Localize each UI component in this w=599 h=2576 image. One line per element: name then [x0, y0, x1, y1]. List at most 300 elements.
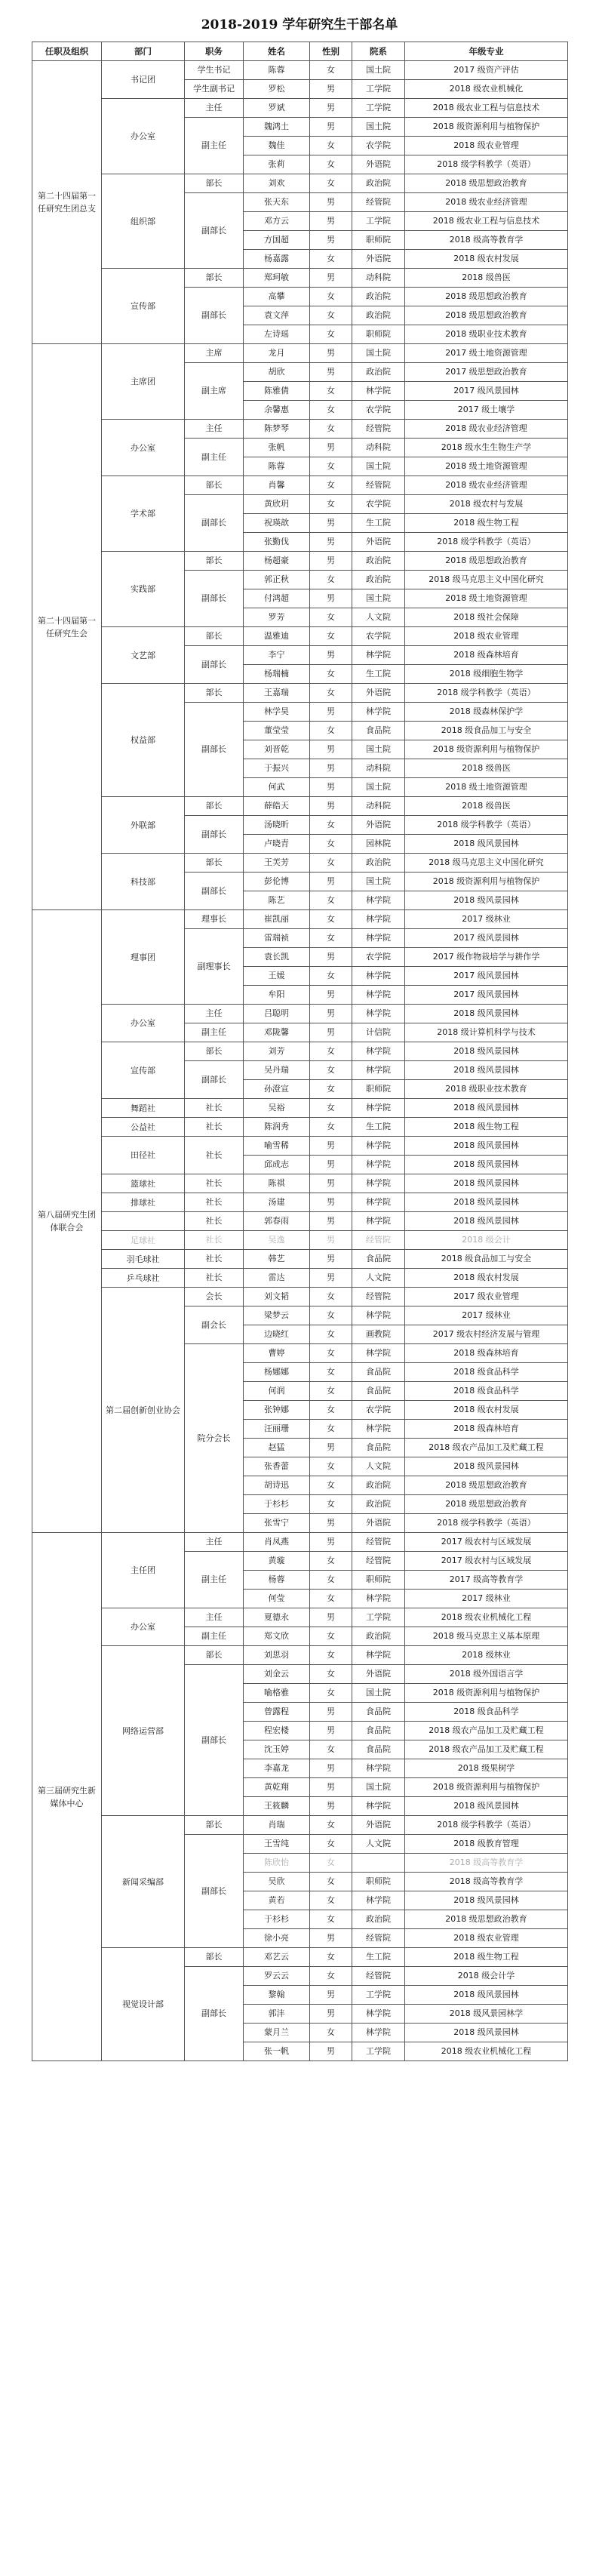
- gender-cell: 女: [310, 1552, 352, 1571]
- role-cell: 副主任: [185, 1552, 244, 1608]
- major-cell: 2018 级土地资源管理: [405, 457, 568, 476]
- major-cell: 2018 级马克思主义中国化研究: [405, 571, 568, 589]
- name-cell: 张钟娜: [244, 1401, 310, 1420]
- name-cell: 王嘉瑞: [244, 684, 310, 703]
- term-cell: 第二十四届第一任研究生团总支: [32, 61, 102, 344]
- major-cell: 2017 级林业: [405, 1306, 568, 1325]
- name-cell: 余馨惠: [244, 401, 310, 420]
- college-cell: 经管院: [352, 1288, 405, 1306]
- major-cell: 2018 级学科教学（英语）: [405, 816, 568, 835]
- college-cell: 工学院: [352, 2042, 405, 2061]
- table-row: [32, 1269, 568, 1288]
- college-cell: 国土院: [352, 344, 405, 363]
- table-row: [32, 854, 568, 873]
- major-cell: 2018 级风景园林: [405, 1891, 568, 1910]
- role-cell: 社长: [185, 1174, 244, 1193]
- college-cell: 国土院: [352, 1778, 405, 1797]
- table-row: [32, 269, 568, 288]
- major-cell: 2017 级高等教育学: [405, 1571, 568, 1590]
- major-cell: 2018 级思想政治教育: [405, 552, 568, 571]
- department-cell: 外联部: [102, 797, 185, 854]
- gender-cell: 男: [310, 2005, 352, 2024]
- gender-cell: 女: [310, 1363, 352, 1382]
- major-cell: 2018 级资源利用与植物保护: [405, 1684, 568, 1703]
- department-cell: 文艺部: [102, 627, 185, 684]
- gender-cell: 男: [310, 1797, 352, 1816]
- name-cell: 吴欣: [244, 1873, 310, 1891]
- college-cell: 林学院: [352, 1891, 405, 1910]
- major-cell: 2018 级农业管理: [405, 137, 568, 155]
- name-cell: 袁长凯: [244, 948, 310, 967]
- name-cell: 黄璇: [244, 1552, 310, 1571]
- name-cell: 郑文欣: [244, 1627, 310, 1646]
- gender-cell: 女: [310, 1684, 352, 1703]
- gender-cell: 女: [310, 1816, 352, 1835]
- name-cell: 邱成志: [244, 1156, 310, 1174]
- name-cell: 赵猛: [244, 1439, 310, 1457]
- table-row: [32, 1608, 568, 1627]
- gender-cell: 女: [310, 722, 352, 740]
- major-cell: 2018 级农业经济管理: [405, 193, 568, 212]
- major-cell: 2018 级农产品加工及贮藏工程: [405, 1722, 568, 1740]
- name-cell: 韩艺: [244, 1250, 310, 1269]
- table-row: [32, 1288, 568, 1306]
- department-cell: 乒乓球社: [102, 1269, 185, 1288]
- role-cell: 副部长: [185, 703, 244, 797]
- role-cell: 部长: [185, 627, 244, 646]
- gender-cell: 女: [310, 1099, 352, 1118]
- name-cell: 魏佳: [244, 137, 310, 155]
- major-cell: 2017 级农业管理: [405, 1288, 568, 1306]
- name-cell: 汤建: [244, 1193, 310, 1212]
- major-cell: 2018 级风景园林: [405, 1986, 568, 2005]
- name-cell: 喻雪稀: [244, 1137, 310, 1156]
- name-cell: 于杉杉: [244, 1910, 310, 1929]
- gender-cell: 男: [310, 514, 352, 533]
- college-cell: 农学院: [352, 1401, 405, 1420]
- name-cell: 刘文韬: [244, 1288, 310, 1306]
- name-cell: 王媛: [244, 967, 310, 986]
- gender-cell: 女: [310, 627, 352, 646]
- college-cell: 政治院: [352, 1910, 405, 1929]
- major-cell: 2018 级果树学: [405, 1759, 568, 1778]
- major-cell: 2017 级作物栽培学与耕作学: [405, 948, 568, 967]
- college-cell: 国土院: [352, 589, 405, 608]
- college-cell: 人文院: [352, 1835, 405, 1854]
- role-cell: 副部长: [185, 1665, 244, 1816]
- college-cell: 林学院: [352, 2005, 405, 2024]
- gender-cell: 女: [310, 1571, 352, 1590]
- college-cell: 职师院: [352, 325, 405, 344]
- name-cell: 方国超: [244, 231, 310, 250]
- gender-cell: 男: [310, 1986, 352, 2005]
- name-cell: 郑珂敏: [244, 269, 310, 288]
- major-cell: 2018 级高等教育学: [405, 1873, 568, 1891]
- gender-cell: 女: [310, 967, 352, 986]
- college-cell: 林学院: [352, 1590, 405, 1608]
- department-cell: 排球社: [102, 1193, 185, 1212]
- major-cell: 2018 级风景园林: [405, 1797, 568, 1816]
- gender-cell: 女: [310, 1306, 352, 1325]
- name-cell: 雷瑞祯: [244, 929, 310, 948]
- major-cell: 2018 级农产品加工及贮藏工程: [405, 1439, 568, 1457]
- college-cell: 林学院: [352, 986, 405, 1005]
- gender-cell: 女: [310, 2024, 352, 2042]
- gender-cell: 女: [310, 1457, 352, 1476]
- college-cell: 政治院: [352, 174, 405, 193]
- role-cell: 社长: [185, 1118, 244, 1137]
- college-cell: 政治院: [352, 288, 405, 306]
- department-cell: 办公室: [102, 420, 185, 476]
- college-cell: 政治院: [352, 571, 405, 589]
- name-cell: 袁文萍: [244, 306, 310, 325]
- name-cell: 于杉杉: [244, 1495, 310, 1514]
- gender-cell: 男: [310, 797, 352, 816]
- name-cell: 吴丹瑞: [244, 1061, 310, 1080]
- name-cell: 陈蓉: [244, 61, 310, 80]
- major-cell: 2018 级计算机科学与技术: [405, 1023, 568, 1042]
- role-cell: 副主任: [185, 1627, 244, 1646]
- college-cell: 工学院: [352, 1608, 405, 1627]
- role-cell: 理事长: [185, 910, 244, 929]
- college-cell: 林学院: [352, 703, 405, 722]
- college-cell: 人文院: [352, 1269, 405, 1288]
- college-cell: 经管院: [352, 476, 405, 495]
- gender-cell: 女: [310, 1948, 352, 1967]
- table-row: [32, 1137, 568, 1156]
- college-cell: 国土院: [352, 457, 405, 476]
- name-cell: 刘欢: [244, 174, 310, 193]
- name-cell: 汪丽珊: [244, 1420, 310, 1439]
- name-cell: 邓方云: [244, 212, 310, 231]
- name-cell: 曹婷: [244, 1344, 310, 1363]
- major-cell: 2018 级生物工程: [405, 514, 568, 533]
- name-cell: 郭正秋: [244, 571, 310, 589]
- gender-cell: 女: [310, 1665, 352, 1684]
- major-cell: 2017 级林业: [405, 1590, 568, 1608]
- department-cell: 办公室: [102, 99, 185, 174]
- major-cell: 2017 级土壤学: [405, 401, 568, 420]
- table-row: [32, 174, 568, 193]
- college-cell: 工学院: [352, 1986, 405, 2005]
- column-header-department: 部门: [102, 42, 185, 61]
- gender-cell: 男: [310, 1193, 352, 1212]
- major-cell: 2018 级外国语言学: [405, 1665, 568, 1684]
- name-cell: 张一帆: [244, 2042, 310, 2061]
- role-cell: 社长: [185, 1212, 244, 1231]
- role-cell: 社长: [185, 1269, 244, 1288]
- role-cell: 学生书记: [185, 61, 244, 80]
- gender-cell: 女: [310, 1288, 352, 1306]
- major-cell: 2018 级食品加工与安全: [405, 1250, 568, 1269]
- role-cell: 部长: [185, 797, 244, 816]
- gender-cell: 女: [310, 665, 352, 684]
- name-cell: 薛皓天: [244, 797, 310, 816]
- gender-cell: 女: [310, 495, 352, 514]
- major-cell: 2018 级兽医: [405, 759, 568, 778]
- role-cell: 社长: [185, 1099, 244, 1118]
- college-cell: 食品院: [352, 1722, 405, 1740]
- name-cell: 何武: [244, 778, 310, 797]
- table-row: [32, 476, 568, 495]
- major-cell: 2018 级学科教学（英语）: [405, 684, 568, 703]
- term-cell: 第八届研究生团体联合会: [32, 910, 102, 1533]
- college-cell: 林学院: [352, 1759, 405, 1778]
- gender-cell: 女: [310, 1740, 352, 1759]
- gender-cell: 男: [310, 1533, 352, 1552]
- table-row: [32, 1646, 568, 1665]
- college-cell: 林学院: [352, 1099, 405, 1118]
- gender-cell: 男: [310, 759, 352, 778]
- college-cell: 林学院: [352, 646, 405, 665]
- college-cell: 食品院: [352, 1363, 405, 1382]
- college-cell: 职师院: [352, 1571, 405, 1590]
- major-cell: 2018 级学科教学（英语）: [405, 533, 568, 552]
- gender-cell: 男: [310, 1722, 352, 1740]
- column-header-role: 职务: [185, 42, 244, 61]
- college-cell: 外语院: [352, 1816, 405, 1835]
- major-cell: 2018 级教育管理: [405, 1835, 568, 1854]
- role-cell: 部长: [185, 684, 244, 703]
- name-cell: 陈雅倩: [244, 382, 310, 401]
- gender-cell: 女: [310, 137, 352, 155]
- college-cell: 政治院: [352, 1627, 405, 1646]
- name-cell: 沈玉婷: [244, 1740, 310, 1759]
- major-cell: 2018 级风景园林: [405, 1212, 568, 1231]
- major-cell: 2018 级高等教育学: [405, 1854, 568, 1873]
- major-cell: 2018 级风景园林: [405, 1099, 568, 1118]
- major-cell: 2017 级风景园林: [405, 382, 568, 401]
- major-cell: 2017 级风景园林: [405, 986, 568, 1005]
- college-cell: 林学院: [352, 2024, 405, 2042]
- name-cell: 刘芳: [244, 1042, 310, 1061]
- college-cell: 人文院: [352, 1457, 405, 1476]
- college-cell: 外语院: [352, 155, 405, 174]
- table-row: [32, 1816, 568, 1835]
- name-cell: 陈润秀: [244, 1118, 310, 1137]
- role-cell: 社长: [185, 1137, 244, 1174]
- table-row: [32, 61, 568, 80]
- table-row: [32, 1231, 568, 1250]
- department-cell: 舞蹈社: [102, 1099, 185, 1118]
- college-cell: 食品院: [352, 722, 405, 740]
- name-cell: 陈梦琴: [244, 420, 310, 439]
- gender-cell: 男: [310, 778, 352, 797]
- major-cell: 2018 级风景园林: [405, 1457, 568, 1476]
- role-cell: 副部长: [185, 571, 244, 627]
- college-cell: 国土院: [352, 118, 405, 137]
- major-cell: 2018 级农业工程与信息技术: [405, 212, 568, 231]
- gender-cell: 女: [310, 1042, 352, 1061]
- major-cell: 2018 级细胞生物学: [405, 665, 568, 684]
- role-cell: 主任: [185, 1533, 244, 1552]
- major-cell: 2018 级职业技术教育: [405, 1080, 568, 1099]
- major-cell: 2018 级学科教学（英语）: [405, 1514, 568, 1533]
- college-cell: 外语院: [352, 250, 405, 269]
- gender-cell: 男: [310, 1778, 352, 1797]
- gender-cell: 女: [310, 1401, 352, 1420]
- gender-cell: 女: [310, 382, 352, 401]
- table-row: [32, 99, 568, 118]
- department-cell: 书记团: [102, 61, 185, 99]
- major-cell: 2018 级农业机械化: [405, 80, 568, 99]
- name-cell: 黄欣玥: [244, 495, 310, 514]
- gender-cell: 男: [310, 269, 352, 288]
- major-cell: 2018 级森林保护学: [405, 703, 568, 722]
- college-cell: 生工院: [352, 665, 405, 684]
- department-cell: 科技部: [102, 854, 185, 910]
- gender-cell: 女: [310, 1382, 352, 1401]
- column-header-gender: 性别: [310, 42, 352, 61]
- college-cell: 林学院: [352, 891, 405, 910]
- department-cell: 网络运营部: [102, 1646, 185, 1816]
- role-cell: 社长: [185, 1231, 244, 1250]
- column-header-college: 院系: [352, 42, 405, 61]
- role-cell: 部长: [185, 1646, 244, 1665]
- gender-cell: 男: [310, 1174, 352, 1193]
- table-row: [32, 1099, 568, 1118]
- college-cell: 国土院: [352, 740, 405, 759]
- role-cell: 部长: [185, 476, 244, 495]
- gender-cell: 女: [310, 401, 352, 420]
- table-row: [32, 1193, 568, 1212]
- table-row: [32, 1042, 568, 1061]
- major-cell: 2018 级农业管理: [405, 627, 568, 646]
- college-cell: 经管院: [352, 1533, 405, 1552]
- college-cell: 外语院: [352, 816, 405, 835]
- name-cell: 吕聪明: [244, 1005, 310, 1023]
- role-cell: 主任: [185, 420, 244, 439]
- major-cell: 2018 级思想政治教育: [405, 1476, 568, 1495]
- table-row: [32, 910, 568, 929]
- department-cell: 宣传部: [102, 1042, 185, 1099]
- department-cell: 理事团: [102, 910, 185, 1005]
- role-cell: 主任: [185, 1608, 244, 1627]
- gender-cell: 男: [310, 439, 352, 457]
- college-cell: 外语院: [352, 533, 405, 552]
- college-cell: 经管院: [352, 193, 405, 212]
- gender-cell: 男: [310, 589, 352, 608]
- gender-cell: 男: [310, 1005, 352, 1023]
- department-cell: 宣传部: [102, 269, 185, 344]
- gender-cell: 女: [310, 288, 352, 306]
- gender-cell: 女: [310, 1080, 352, 1099]
- college-cell: 政治院: [352, 363, 405, 382]
- college-cell: 外语院: [352, 1514, 405, 1533]
- name-cell: 魏鸿土: [244, 118, 310, 137]
- name-cell: 蒙月兰: [244, 2024, 310, 2042]
- college-cell: [352, 1854, 405, 1873]
- name-cell: 张雪宁: [244, 1514, 310, 1533]
- gender-cell: 男: [310, 212, 352, 231]
- name-cell: 汤晓昕: [244, 816, 310, 835]
- college-cell: 计信院: [352, 1023, 405, 1042]
- major-cell: 2018 级风景园林: [405, 1156, 568, 1174]
- department-cell: 主席团: [102, 344, 185, 420]
- college-cell: 林学院: [352, 382, 405, 401]
- major-cell: 2018 级兽医: [405, 269, 568, 288]
- gender-cell: 女: [310, 910, 352, 929]
- gender-cell: 男: [310, 193, 352, 212]
- major-cell: 2017 级农村与区域发展: [405, 1552, 568, 1571]
- term-cell: 第二十四届第一任研究生会: [32, 344, 102, 910]
- name-cell: 祝瑛歆: [244, 514, 310, 533]
- major-cell: 2018 级农业机械化工程: [405, 2042, 568, 2061]
- name-cell: 杨蓉: [244, 1571, 310, 1590]
- name-cell: 胡诗迅: [244, 1476, 310, 1495]
- gender-cell: 女: [310, 571, 352, 589]
- name-cell: 于振兴: [244, 759, 310, 778]
- major-cell: 2018 级资源利用与植物保护: [405, 740, 568, 759]
- college-cell: 动科院: [352, 439, 405, 457]
- major-cell: 2017 级资产评估: [405, 61, 568, 80]
- role-cell: 主任: [185, 99, 244, 118]
- gender-cell: 男: [310, 1250, 352, 1269]
- college-cell: 经管院: [352, 1231, 405, 1250]
- major-cell: 2018 级风景园林: [405, 1061, 568, 1080]
- department-cell: 主任团: [102, 1533, 185, 1608]
- major-cell: 2018 级农业经济管理: [405, 476, 568, 495]
- department-cell: 办公室: [102, 1005, 185, 1042]
- name-cell: 肖瑞: [244, 1816, 310, 1835]
- college-cell: 林学院: [352, 1193, 405, 1212]
- name-cell: 黄乾翔: [244, 1778, 310, 1797]
- college-cell: 食品院: [352, 1439, 405, 1457]
- name-cell: 肖凤燕: [244, 1533, 310, 1552]
- department-cell: 篮球社: [102, 1174, 185, 1193]
- name-cell: 李嘉龙: [244, 1759, 310, 1778]
- gender-cell: 男: [310, 948, 352, 967]
- college-cell: 政治院: [352, 1495, 405, 1514]
- name-cell: 彭伦博: [244, 873, 310, 891]
- college-cell: 农学院: [352, 948, 405, 967]
- table-row: [32, 627, 568, 646]
- gender-cell: 男: [310, 1703, 352, 1722]
- major-cell: 2017 级林业: [405, 910, 568, 929]
- department-cell: 新闻采编部: [102, 1816, 185, 1948]
- department-cell: 实践部: [102, 552, 185, 627]
- major-cell: 2018 级高等教育学: [405, 231, 568, 250]
- name-cell: 张帆: [244, 439, 310, 457]
- major-cell: 2018 级风景园林学: [405, 2005, 568, 2024]
- department-cell: 第二届创新创业协会: [102, 1288, 185, 1533]
- department-cell: 田径社: [102, 1137, 185, 1174]
- gender-cell: 女: [310, 1646, 352, 1665]
- name-cell: 杨娜娜: [244, 1363, 310, 1382]
- role-cell: 社长: [185, 1193, 244, 1212]
- gender-cell: 男: [310, 1212, 352, 1231]
- college-cell: 职师院: [352, 231, 405, 250]
- gender-cell: 男: [310, 1023, 352, 1042]
- major-cell: 2018 级学科教学（英语）: [405, 1816, 568, 1835]
- major-cell: 2018 级土地资源管理: [405, 778, 568, 797]
- department-cell: 足球社: [102, 1231, 185, 1250]
- college-cell: 林学院: [352, 1042, 405, 1061]
- college-cell: 工学院: [352, 80, 405, 99]
- college-cell: 林学院: [352, 1212, 405, 1231]
- table-header-row: [32, 42, 568, 61]
- table-row: [32, 1250, 568, 1269]
- major-cell: 2018 级农村发展: [405, 1269, 568, 1288]
- major-cell: 2018 级风景园林: [405, 2024, 568, 2042]
- college-cell: 农学院: [352, 137, 405, 155]
- name-cell: 陈艺: [244, 891, 310, 910]
- gender-cell: 女: [310, 306, 352, 325]
- role-cell: 副部长: [185, 646, 244, 684]
- role-cell: 副会长: [185, 1306, 244, 1344]
- name-cell: 罗芳: [244, 608, 310, 627]
- gender-cell: 女: [310, 1118, 352, 1137]
